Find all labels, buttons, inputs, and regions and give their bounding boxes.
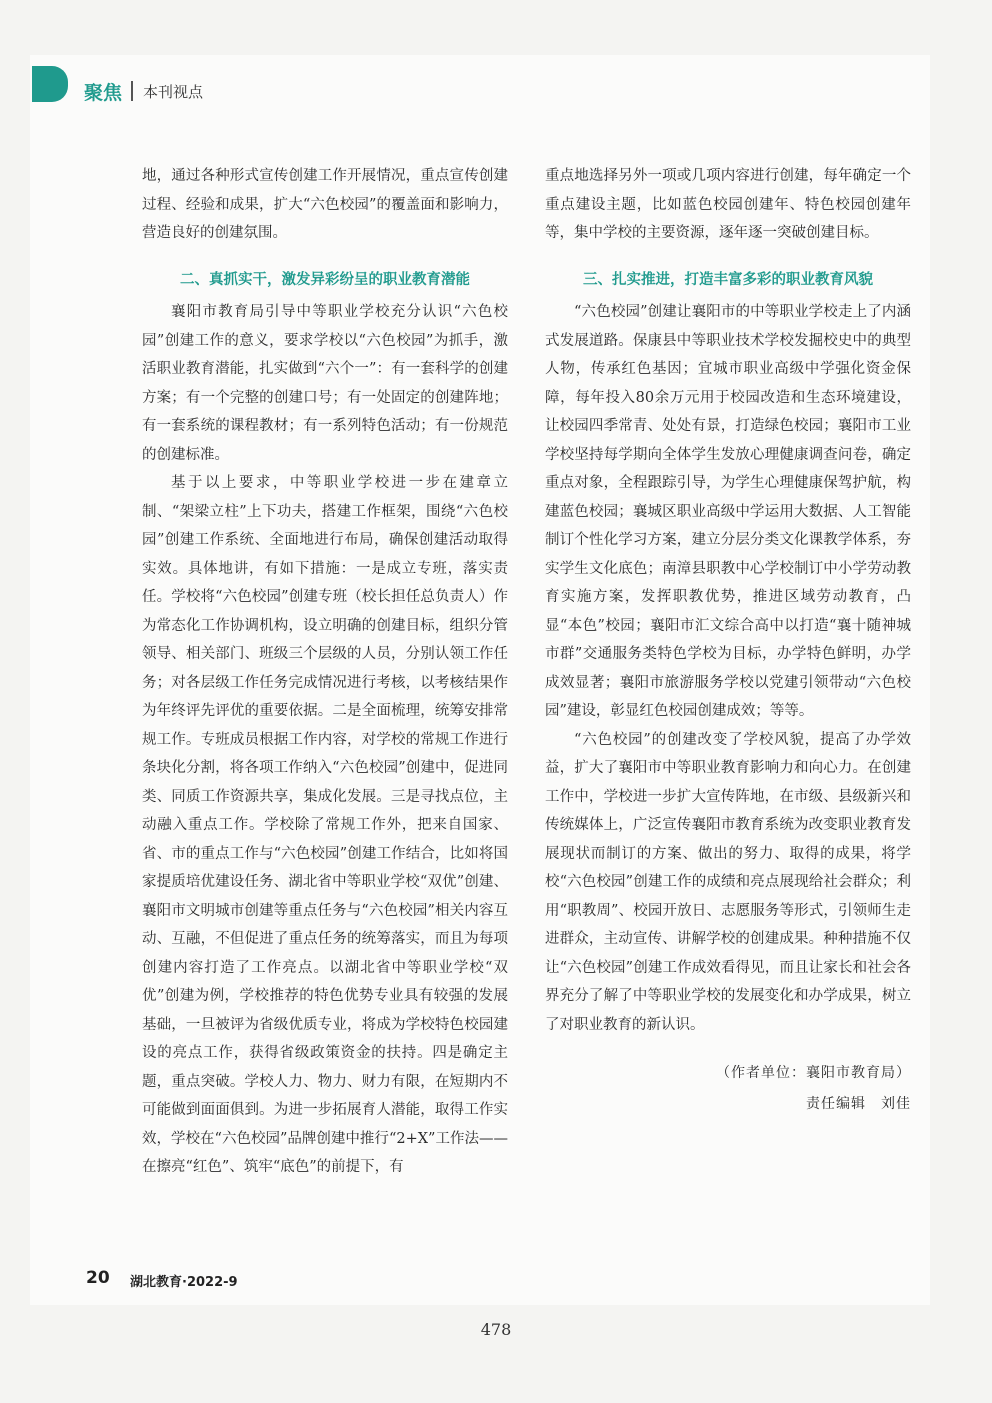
header-divider (131, 81, 133, 101)
section-heading-3: 三、扎实推进，打造丰富多彩的职业教育风貌 (583, 271, 873, 288)
footer-page-number: 20 (86, 1268, 110, 1288)
paragraph: 襄阳市教育局引导中等职业学校充分认识“六色校园”创建工作的意义，要求学校以“六色校园”为抓手，激活职业教育潜能，扎实做到“六个一”：有一套科学的创建方案；有一个完整的创建口号；有一处固定的创建阵地；有一套系统的课程教材；有一系列特色活动；有一份规范的创建标准。 (142, 304, 508, 463)
paragraph: “六色校园”创建让襄阳市的中等职业学校走上了内涵式发展道路。保康县中等职业技术学校发掘校史中的典型人物，传承红色基因；宜城市职业高级中学强化资金保障，每年投入80余万元用于校园改造和生态环境建设，让校园四季常青、处处有景，打造绿色校园；襄阳市工业学校坚持每学期向全体学生发放心理健康调查问卷，确定重点对象，全程跟踪引导，为学生心理健康保驾护航，构建蓝色校园；襄城区职业高级中学运用大数据、人工智能制订个性化学习方案，建立分层分类文化课教学体系，夯实学生文化底色；南漳县职教中心学校制订中小学劳动教育实施方案，发挥职教优势，推进区域劳动教育，凸显“本色”校园；襄阳市汇文综合高中以打造“襄十随神城市群”交通服务类特色学校为目标，办学特色鲜明，办学成效显著；襄阳市旅游服务学校以党建引领带动“六色校园”建设，彰显红色校园创建成效；等等。 (545, 304, 911, 719)
section-title: 聚焦 (84, 82, 123, 104)
section-heading-2: 二、真抓实干，激发异彩纷呈的职业教育潜能 (180, 271, 470, 288)
left-column (142, 162, 508, 1182)
section-tab-marker (32, 66, 68, 102)
right-column (545, 162, 911, 1118)
scan-page-number: 478 (480, 1320, 512, 1339)
paragraph: 地，通过各种形式宣传创建工作开展情况，重点宣传创建过程、经验和成果，扩大“六色校园”的覆盖面和影响力，营造良好的创建氛围。 (142, 168, 508, 241)
section-subtitle: 本刊视点 (143, 83, 204, 101)
paragraph: “六色校园”的创建改变了学校风貌，提高了办学效益，扩大了襄阳市中等职业教育影响力和向心力。在创建工作中，学校进一步扩大宣传阵地，在市级、县级新兴和传统媒体上，广泛宣传襄阳市教育系统为改变职业教育发展现状而制订的方案、做出的努力、取得的成果，将学校“六色校园”创建工作的成绩和亮点展现给社会群众；利用“职教周”、校园开放日、志愿服务等形式，引领师生走进群众，主动宣传、讲解学校的创建成果。种种措施不仅让“六色校园”创建工作成效看得见，而且让家长和社会各界充分了解了中等职业学校的发展变化和办学成果，树立了对职业教育的新认识。 (545, 731, 911, 1033)
paragraph: 重点地选择另外一项或几项内容进行创建，每年确定一个重点建设主题，比如蓝色校园创建年、特色校园创建年等，集中学校的主要资源，逐年逐一突破创建目标。 (545, 168, 911, 241)
responsible-editor: 责任编辑 刘佳 (806, 1095, 911, 1112)
footer-journal-issue: 湖北教育·2022-9 (130, 1275, 238, 1290)
author-affiliation: （作者单位：襄阳市教育局） (716, 1065, 911, 1081)
paragraph: 基于以上要求，中等职业学校进一步在建章立制、“架梁立柱”上下功夫，搭建工作框架，围绕“六色校园”创建工作系统、全面地进行布局，确保创建活动取得实效。具体地讲，有如下措施：一是成立专班，落实责任。学校将“六色校园”创建专班（校长担任总负责人）作为常态化工作协调机构，设立明确的创建目标，组织分管领导、相关部门、班级三个层级的人员，分别认领工作任务；对各层级工作任务完成情况进行考核，以考核结果作为年终评先评优的重要依据。二是全面梳理，统筹安排常规工作。专班成员根据工作内容，对学校的常规工作进行条块化分割，将各项工作纳入“六色校园”创建中，促进同类、同质工作资源共享，集成化发展。三是寻找点位，主动融入重点工作。学校除了常规工作外，把来自国家、省、市的重点工作与“六色校园”创建工作结合，比如将国家提质培优建设任务、湖北省中等职业学校“双优”创建、襄阳市文明城市创建等重点任务与“六色校园”相关内容互动、互融，不但促进了重点任务的统筹落实，而且为每项创建内容打造了工作亮点。以湖北省中等职业学校“双优”创建为例，学校推荐的特色优势专业具有较强的发展基础，一旦被评为省级优质专业，将成为学校特色校园建设的亮点工作，获得省级政策资金的扶持。四是确定主题，重点突破。学校人力、物力、财力有限，在短期内不可能做到面面俱到。为进一步拓展育人潜能，取得工作实效，学校在“六色校园”品牌创建中推行“2+X”工作法——在擦亮“红色”、筑牢“底色”的前提下，有 (142, 475, 508, 1175)
